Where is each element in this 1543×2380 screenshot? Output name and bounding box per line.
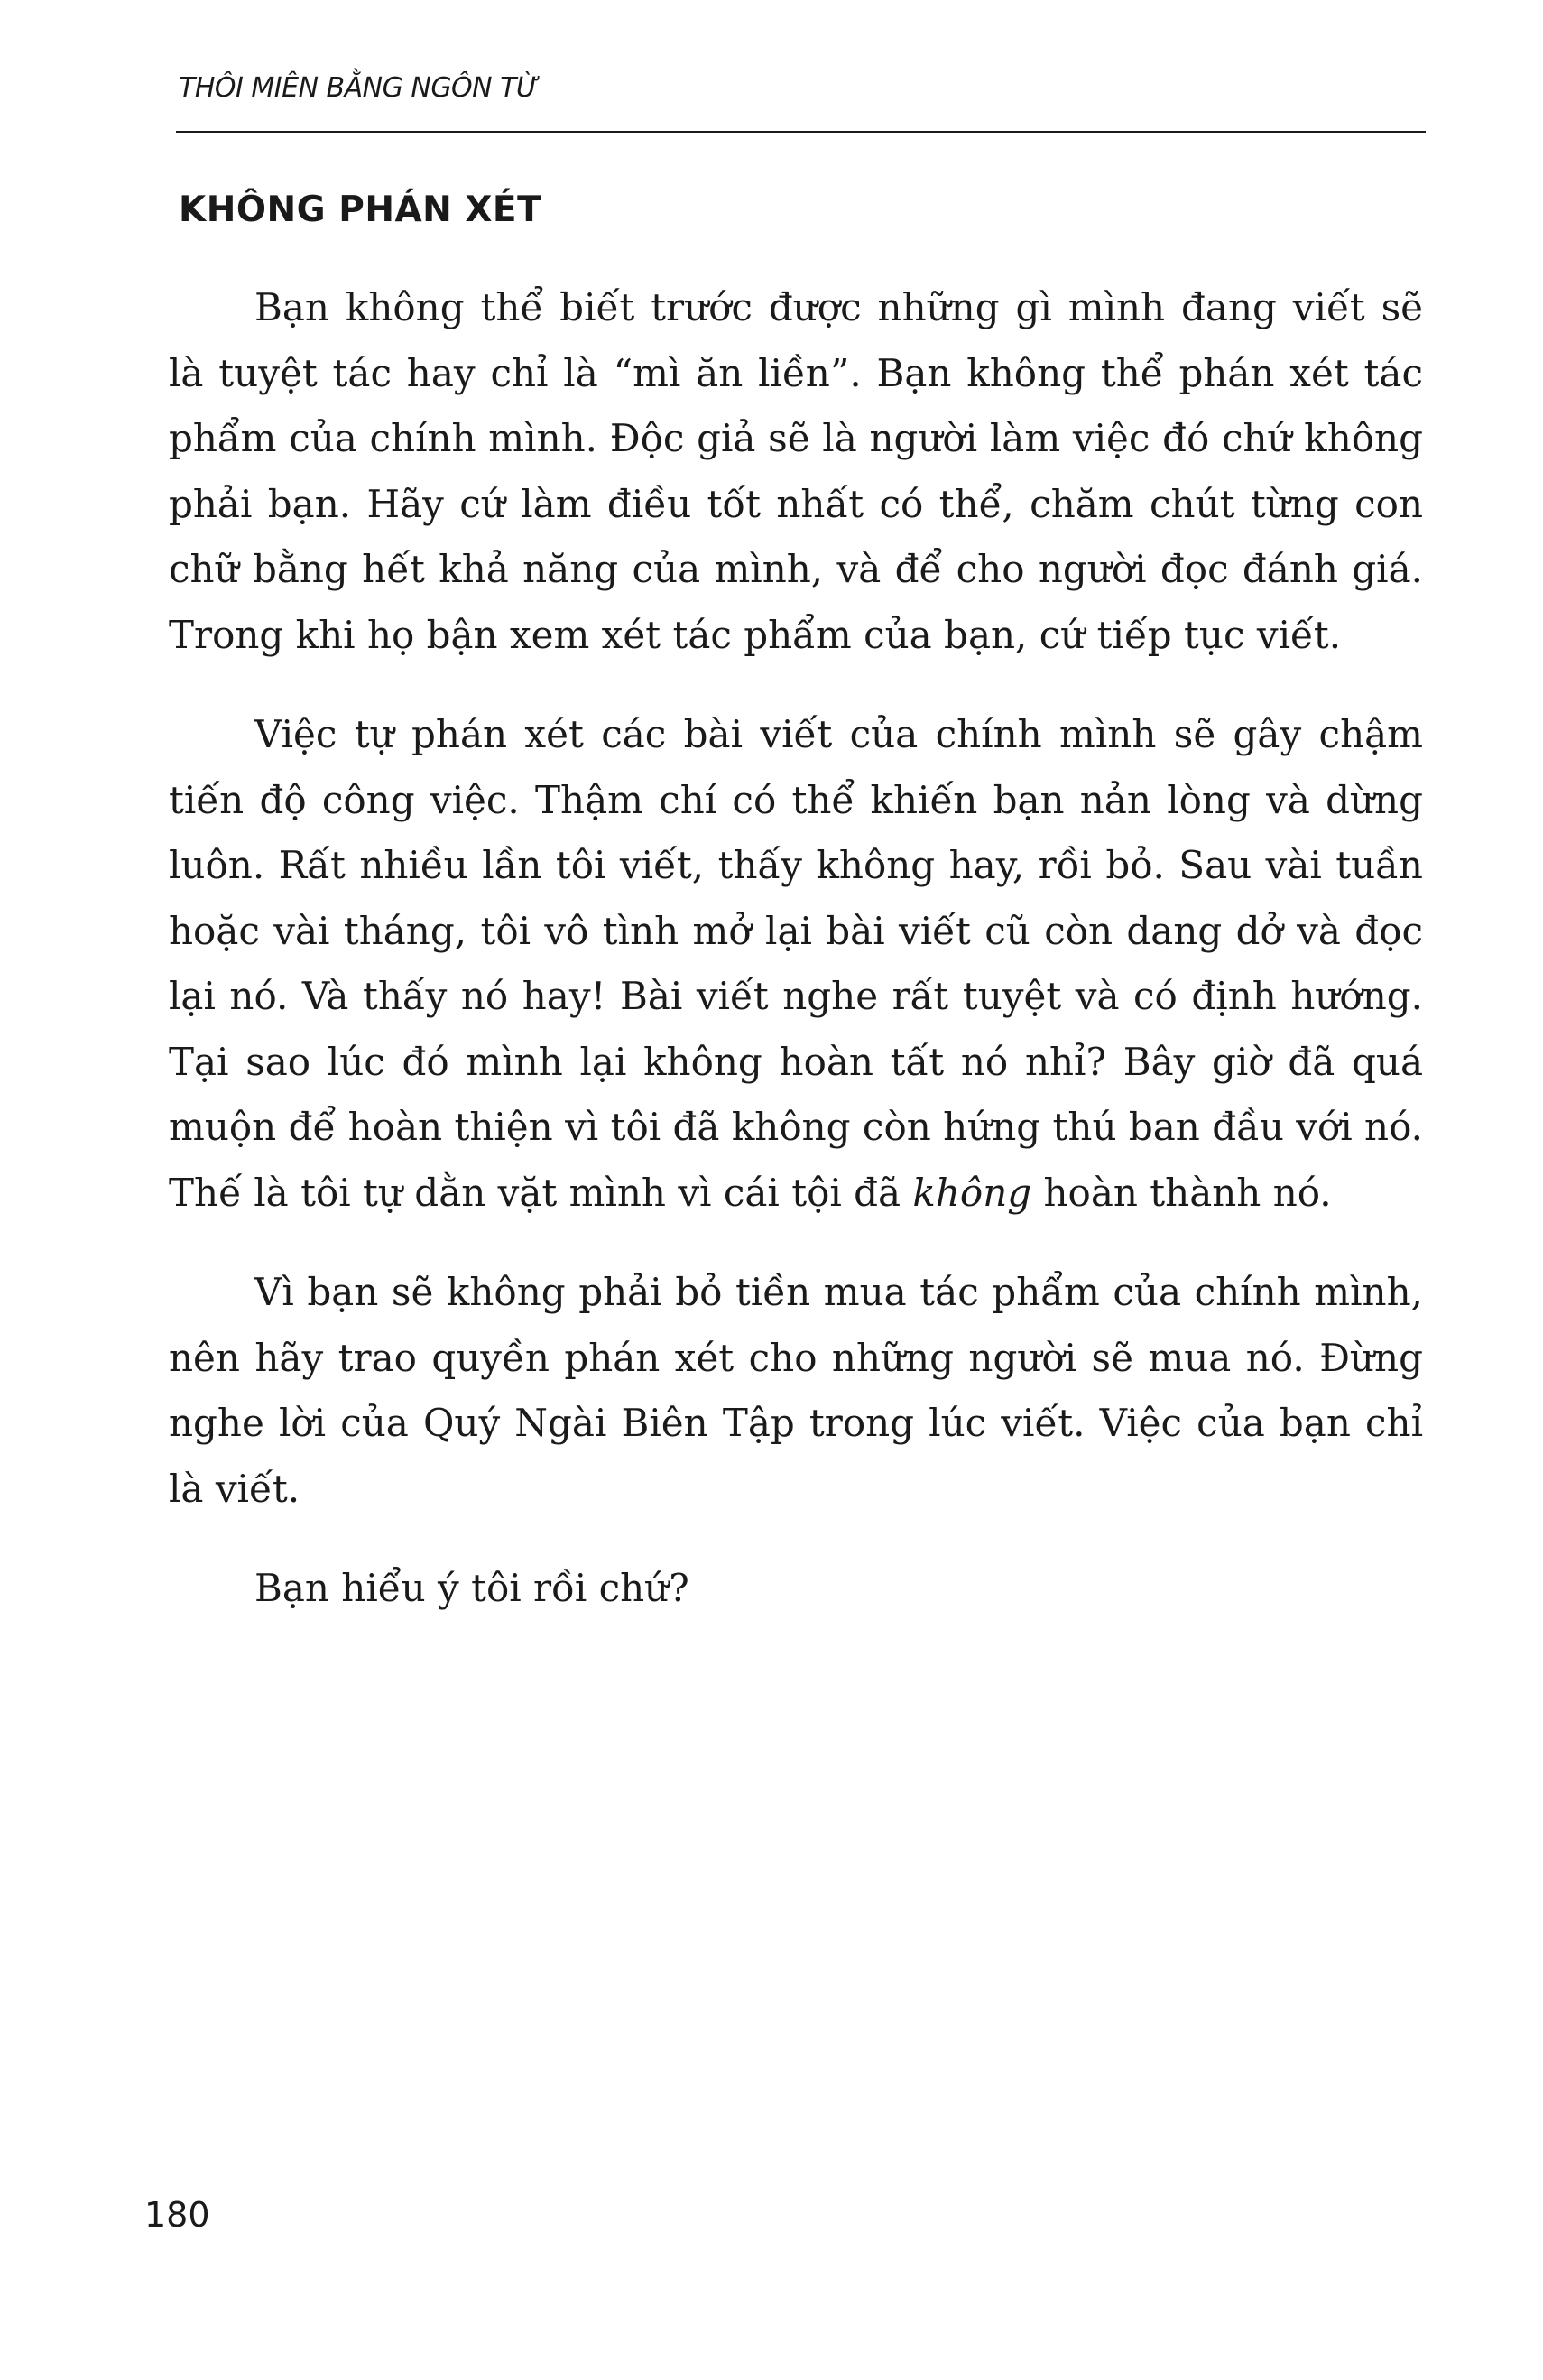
paragraph-3: Vì bạn sẽ không phải bỏ tiền mua tác phẩm của chính mình, nên hãy trao quyền phán xét cho những người sẽ mua nó. Đừng nghe lời của Quý Ngài Biên Tập trong lúc viết. Việc của bạn chỉ là viết. [169,1270,1423,1511]
paragraph-2 [169,702,1423,1226]
running-header-title: THÔI MIÊN BẰNG NGÔN TỪ [179,72,539,104]
paragraph-2-end: hoàn thành nó. [1031,1170,1332,1215]
paragraph-2-text: Việc tự phán xét các bài viết của chính mình sẽ gây chậm tiến độ công việc. Thậm chí có thể khiến bạn nản lòng và dừng luôn. Rất nhiều lần tôi viết, thấy không hay, rồi bỏ. Sau vài tuần hoặc vài tháng, tôi vô tình mở lại bài viết cũ còn dang dở và đọc lại nó. Và thấy nó hay! Bài viết nghe rất tuyệt và có định hướng. Tại sao lúc đó mình lại không hoàn tất nó nhỉ? Bây giờ đã quá muộn để hoàn thiện vì tôi đã không còn hứng thú ban đầu với nó. Thế là tôi tự dằn vặt mình vì cái tội đã [169,712,1423,1215]
header-divider [176,131,1426,133]
body-text [169,275,1423,1656]
page-number: 180 [144,2195,210,2235]
paragraph-4: Bạn hiểu ý tôi rồi chứ? [254,1566,689,1610]
paragraph-1: Bạn không thể biết trước được những gì mình đang viết sẽ là tuyệt tác hay chỉ là “mì ăn liền”. Bạn không thể phán xét tác phẩm của chính mình. Độc giả sẽ là người làm việc đó chứ không phải bạn. Hãy cứ làm điều tốt nhất có thể, chăm chút từng con chữ bằng hết khả năng của mình, và để cho người đọc đánh giá. Trong khi họ bận xem xét tác phẩm của bạn, cứ tiếp tục viết. [169,285,1423,657]
section-heading: KHÔNG PHÁN XÉT [179,190,542,230]
paragraph-2-emphasis: không [912,1170,1032,1215]
